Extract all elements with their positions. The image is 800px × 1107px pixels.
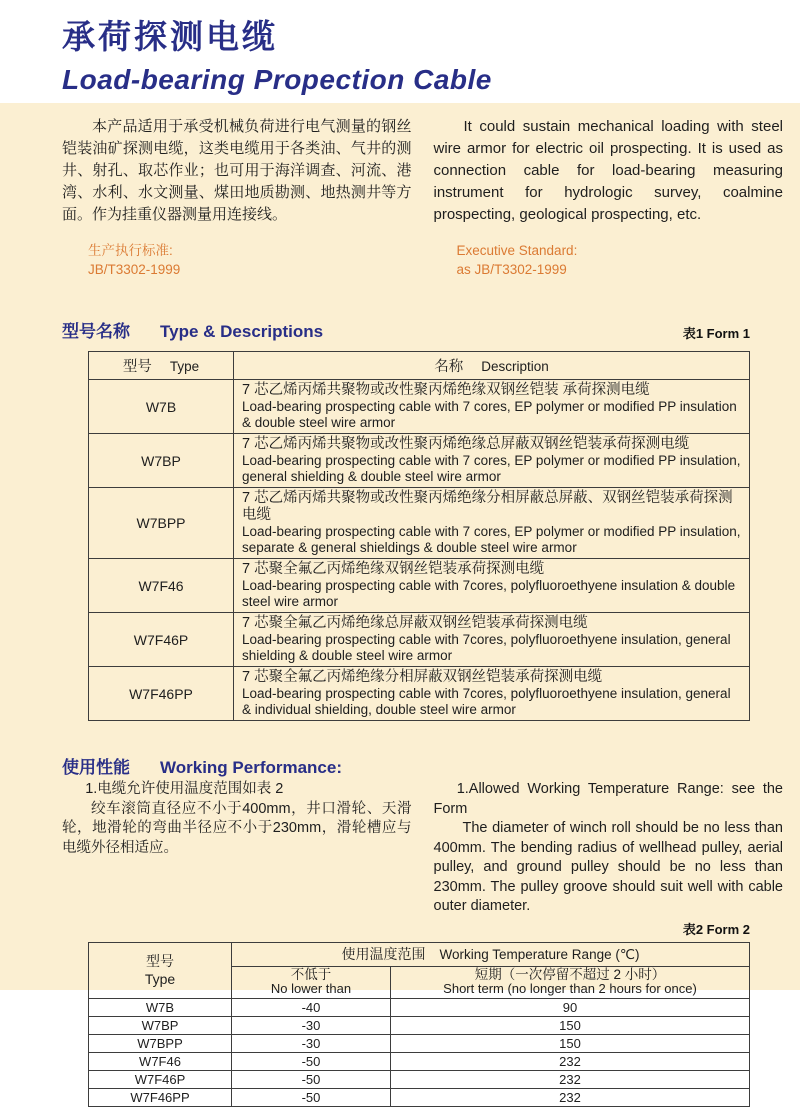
performance-en-line1: 1.Allowed Working Temperature Range: see the Form (433, 781, 783, 817)
performance-section-title (62, 753, 342, 778)
cable-type: W7F46P (89, 613, 234, 667)
table1-row (89, 613, 750, 667)
cable-description-en: Load-bearing prospecting cable with 7 cores, EP polymer or modified PP insulation, general shielding & double steel wire armor (242, 453, 741, 484)
page-title-zh: 承荷探测电缆 (62, 17, 278, 56)
types-section-title (62, 317, 323, 342)
cable-description-zh: 7 芯乙烯丙烯共聚物或改性聚丙烯绝缘总屏蔽双钢丝铠装承荷探测电缆 (242, 436, 690, 452)
table2-row (89, 1070, 750, 1088)
table1-header-description: 名称 Description (234, 352, 750, 380)
table1-row (89, 488, 750, 559)
cable-description-en: Load-bearing prospecting cable with 7cores, polyfluoroethyene insulation, general shielding & double steel wire armor (242, 632, 731, 663)
type-descriptions-table (88, 351, 750, 721)
types-title-zh: 型号名称 (62, 322, 130, 341)
performance-en-paragraph: The diameter of winch roll should be no less than 400mm. The bending radius of wellhead pulley, aerial pulley, and ground pulley should be no less than 230mm. The pulley groove should suit well with cable outer diameter. (433, 820, 783, 914)
cable-description-zh: 7 芯聚全氟乙丙烯绝缘总屏蔽双钢丝铠装承荷探测电缆 (242, 615, 588, 631)
intro-paragraph-en: It could sustain mechanical loading with steel wire armor for electric oil prospecting. It is used as connection cable for load-bearing measuring instrument for hydrologic survey, coalmine prospecting, geological prospecting, etc. (433, 118, 783, 223)
form2-label: 表2 Form 2 (682, 921, 750, 937)
intro-paragraph-zh: 本产品适用于承受机械负荷进行电气测量的钢丝铠装油矿探测电缆，这类电缆用于各类油、气井的测井、射孔、取芯作业；也可用于海洋调查、河流、港湾、水利、水文测量、煤田地质勘测、地热测井等方面。作为挂重仪器测量用连接线。 (62, 118, 412, 223)
cable-description-zh: 7 芯乙烯丙烯共聚物或改性聚丙烯绝缘分相屏蔽总屏蔽、双钢丝铠装承荷探测电缆 (242, 490, 733, 523)
performance-zh-paragraph: 绞车滚筒直径应不小于400mm，井口滑轮、天滑轮，地滑轮的弯曲半径应不小于230mm，滑轮槽应与电缆外径相适应。 (62, 800, 412, 856)
min-temperature: -50 (232, 1070, 391, 1088)
table2-row (89, 998, 750, 1016)
min-temperature: -40 (232, 998, 391, 1016)
cable-type: W7B (89, 998, 232, 1016)
standard-en (437, 241, 784, 279)
page-content (0, 103, 800, 1107)
cable-type: W7F46PP (89, 667, 234, 721)
performance-text-zh (62, 780, 412, 917)
standard-zh (62, 241, 415, 279)
short-term-temperature: 232 (391, 1088, 750, 1106)
table1-row (89, 380, 750, 434)
performance-text-en (434, 780, 784, 917)
standard-en-value: as JB/T3302-1999 (456, 262, 567, 277)
min-temperature: -50 (232, 1052, 391, 1070)
table1-row (89, 667, 750, 721)
short-term-temperature: 232 (391, 1052, 750, 1070)
table1-header-row (89, 352, 750, 380)
performance-zh-line1: 1.电缆允许使用温度范围如表 2 (85, 781, 284, 797)
short-term-temperature: 232 (391, 1070, 750, 1088)
performance-text (62, 780, 783, 917)
cable-description-zh: 7 芯聚全氟乙丙烯绝缘双钢丝铠装承荷探测电缆 (242, 561, 545, 577)
cable-description-en: Load-bearing prospecting cable with 7 cores, EP polymer or modified PP insulation, separate & general shieldings & double steel wire armor (242, 524, 741, 555)
performance-title-zh: 使用性能 (62, 758, 130, 777)
performance-title-en: Working Performance: (160, 758, 343, 777)
cable-description-en: Load-bearing prospecting cable with 7cores, polyfluoroethyene insulation & double steel wire armor (242, 578, 736, 609)
types-title-en: Type & Descriptions (160, 322, 324, 341)
table2-header-short-term: 短期（一次停留不超过 2 小时） Short term (no longer than 2 hours for once) (391, 966, 750, 998)
min-temperature: -30 (232, 1034, 391, 1052)
table1-row (89, 559, 750, 613)
cable-description-en: Load-bearing prospecting cable with 7 cores, EP polymer or modified PP insulation & double steel wire armor (242, 399, 737, 430)
table2-row (89, 1034, 750, 1052)
standards-section (62, 241, 783, 279)
title-band (0, 0, 800, 103)
min-temperature: -50 (232, 1088, 391, 1106)
table1-row (89, 434, 750, 488)
cable-description-zh: 7 芯乙烯丙烯共聚物或改性聚丙烯绝缘双钢丝铠装 承荷探测电缆 (242, 382, 650, 398)
table2-row (89, 1088, 750, 1106)
cable-description-en: Load-bearing prospecting cable with 7cores, polyfluoroethyene insulation, general & individual shielding, double steel wire armor (242, 686, 731, 717)
cable-type: W7BPP (89, 488, 234, 559)
cable-type: W7F46PP (89, 1088, 232, 1106)
table2-header-type: 型号 Type (89, 942, 232, 998)
cable-type: W7B (89, 380, 234, 434)
table2-header-range: 使用温度范围 Working Temperature Range (℃) (232, 942, 750, 966)
table2-header-min: 不低于 No lower than (232, 966, 391, 998)
table2-row (89, 1016, 750, 1034)
cable-type: W7F46 (89, 559, 234, 613)
cable-type: W7BPP (89, 1034, 232, 1052)
standard-en-label: Executive Standard: (456, 243, 578, 258)
performance-section-header (62, 753, 750, 778)
page-title-en: Load-bearing Propection Cable (62, 64, 492, 95)
table2-body (89, 998, 750, 1106)
cable-type: W7F46P (89, 1070, 232, 1088)
table1-body (89, 380, 750, 721)
short-term-temperature: 150 (391, 1016, 750, 1034)
min-temperature: -30 (232, 1016, 391, 1034)
cable-type: W7BP (89, 434, 234, 488)
cable-type: W7BP (89, 1016, 232, 1034)
working-temperature-table (88, 942, 750, 1107)
standard-zh-label: 生产执行标准: (88, 243, 173, 258)
table2-header-row-1 (89, 942, 750, 966)
types-section-header (62, 317, 750, 342)
short-term-temperature: 90 (391, 998, 750, 1016)
intro-section (62, 116, 783, 226)
cable-type: W7F46 (89, 1052, 232, 1070)
standard-zh-value: JB/T3302-1999 (88, 262, 181, 277)
table2-row (89, 1052, 750, 1070)
form1-label: 表1 Form 1 (682, 326, 750, 341)
table1-header-type: 型号 Type (89, 352, 234, 380)
short-term-temperature: 150 (391, 1034, 750, 1052)
cable-description-zh: 7 芯聚全氟乙丙烯绝缘分相屏蔽双钢丝铠装承荷探测电缆 (242, 669, 603, 685)
